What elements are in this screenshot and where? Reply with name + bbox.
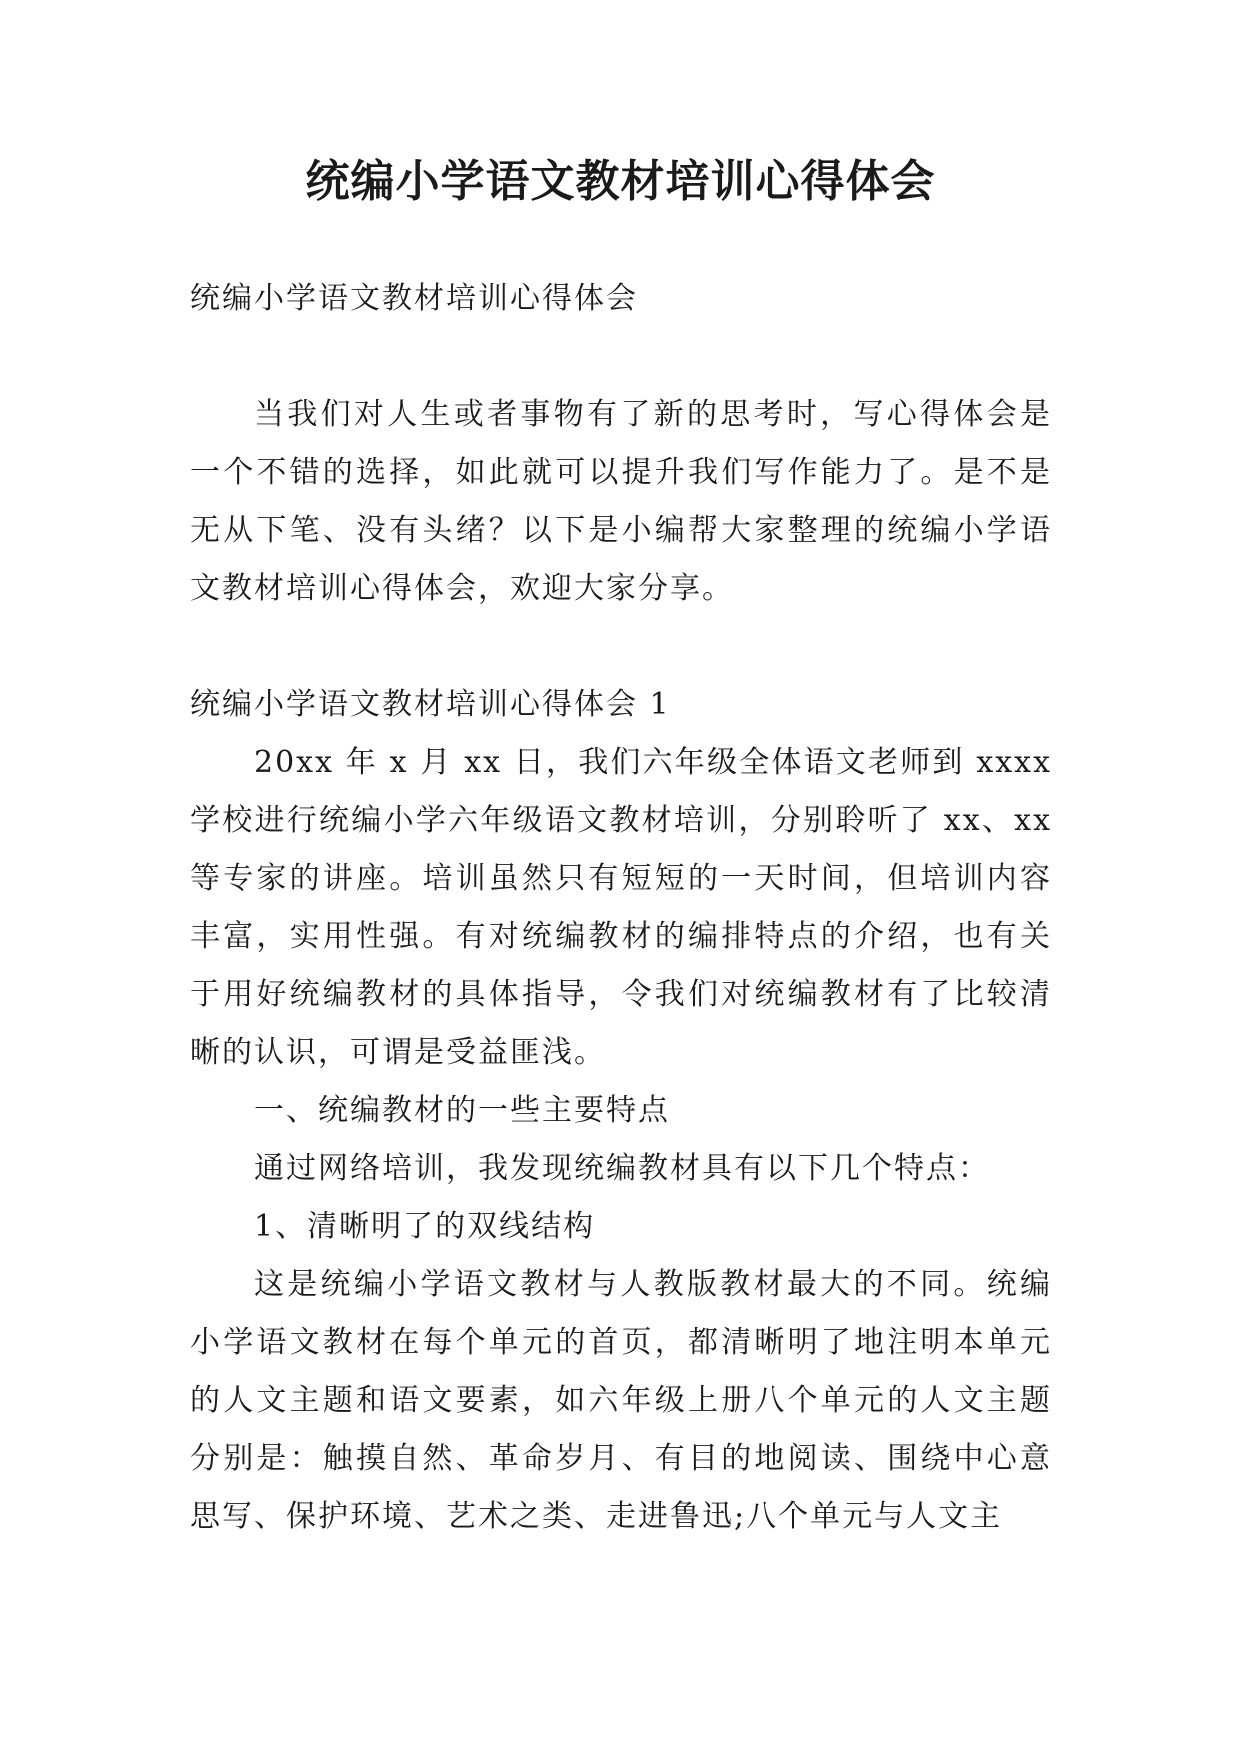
document-title: 统编小学语文教材培训心得体会 — [305, 156, 936, 207]
subheading: 一、统编教材的一些主要特点 — [254, 1093, 670, 1128]
body-paragraph: 通过网络培训，我发现统编教材具有以下几个特点： — [254, 1151, 990, 1186]
body-paragraph: 这是统编小学语文教材与人教版教材最大的不同。统编小学语文教材在每个单元的首页，都清晰明了地注明本单元的人文主题和语文要素，如六年级上册八个单元的人文主题分别是：触摸自然、革命岁月、有目的地阅读、围绕中心意思写、保护环境、艺术之类、走进鲁迅;八个单元与人文主 — [190, 1267, 1052, 1534]
body-paragraph: 20xx 年 x 月 xx 日，我们六年级全体语文老师到 xxxx 学校进行统编小学六年级语文教材培训，分别聆听了 xx、xx 等专家的讲座。培训虽然只有短短的一天时间，但培训内容丰富，实用性强。有对统编教材的编排特点的介绍，也有关于用好统编教材的具体指导，令我们对统编教材有了比较清晰的认识，可谓是受益匪浅。 — [190, 745, 1052, 1070]
document-body — [190, 270, 1052, 1546]
document-subtitle: 统编小学语文教材培训心得体会 — [190, 281, 638, 316]
list-item-heading: 1、清晰明了的双线结构 — [254, 1209, 596, 1244]
intro-paragraph: 当我们对人生或者事物有了新的思考时，写心得体会是一个不错的选择，如此就可以提升我们写作能力了。是不是无从下笔、没有头绪？以下是小编帮大家整理的统编小学语文教材培训心得体会，欢迎大家分享。 — [190, 397, 1052, 606]
section-heading: 统编小学语文教材培训心得体会 1 — [190, 687, 671, 722]
